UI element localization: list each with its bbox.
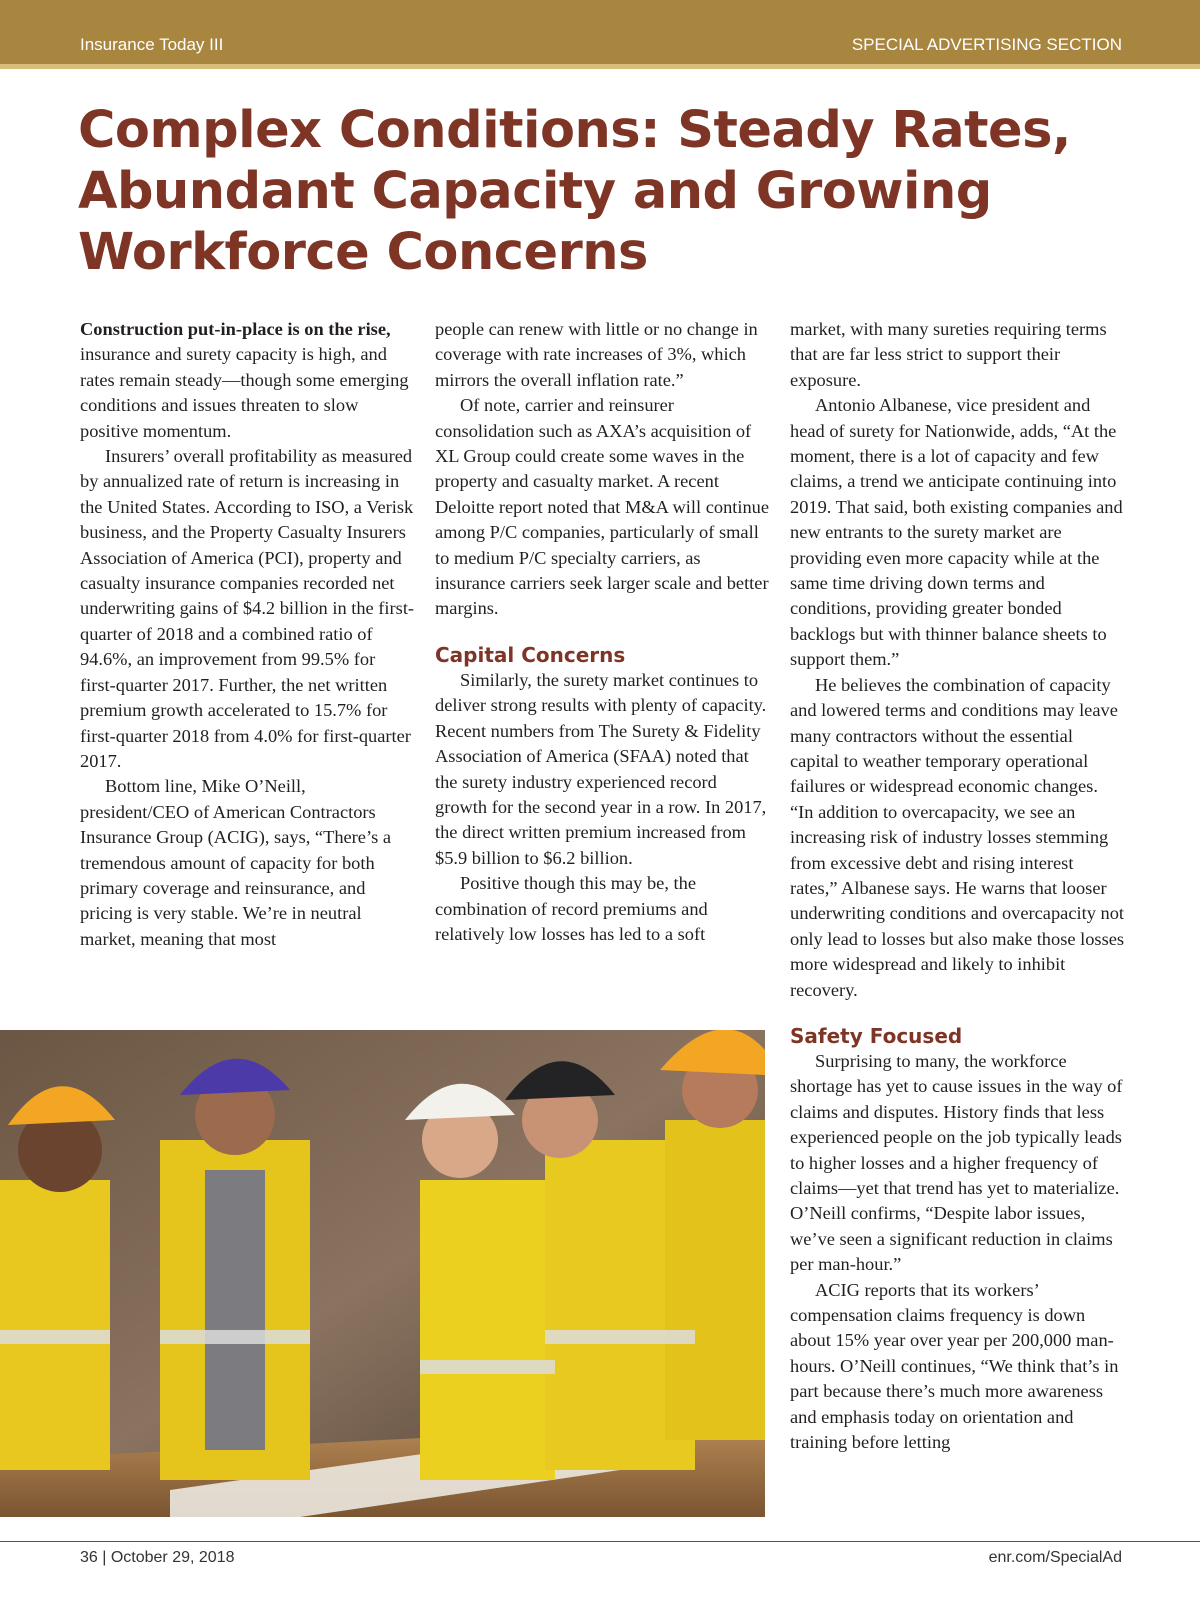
lead-in: Construction put-in-place is on the rise, bbox=[80, 319, 391, 339]
paragraph: Similarly, the surety market continues to deliver strong results with plenty of capacity. Recent numbers from The Surety & Fidelity Association of America (SFAA) noted that the surety industry experienced record growth for the second year in a row. In 2017, the direct written premium increased from $5.9 billion to $6.2 billion. bbox=[435, 669, 767, 868]
article-column-3 bbox=[790, 317, 1125, 1455]
safety-vest bbox=[665, 1120, 765, 1440]
paragraph: Insurers’ overall profitability as measured by annualized rate of return is increasing in the United States. According to ISO, a Verisk business, and the Property Casualty Insurers Association of America (PCI), property and casualty insurance companies recorded net underwriting gains of $4.2 billion in the first-quarter of 2018 and a combined ratio of 94.6%, an improvement from 99.5% for first-quarter 2017. Further, the net written premium growth accelerated to 15.7% for first-quarter 2018 from 4.0% for first-quarter 2017. bbox=[80, 446, 415, 771]
paragraph: people can renew with little or no change in coverage with rate increases of 3%, which mirrors the overall inflation rate.” bbox=[435, 319, 758, 390]
safety-vest bbox=[420, 1180, 555, 1480]
reflective-strip bbox=[420, 1360, 555, 1374]
paragraph: market, with many sureties requiring terms that are far less strict to support their exposure. bbox=[790, 319, 1107, 390]
paragraph: Bottom line, Mike O’Neill, president/CEO of American Contractors Insurance Group (ACIG), says, “There’s a tremendous amount of capacity for both primary coverage and reinsurance, and pricing is very stable. We’re in neutral market, meaning that most bbox=[80, 776, 391, 949]
reflective-strip bbox=[160, 1330, 310, 1344]
safety-vest bbox=[0, 1180, 110, 1470]
paragraph: ACIG reports that its workers’ compensation claims frequency is down about 15% year over year per 200,000 man-hours. O’Neill continues, “We think that’s in part because there’s much more awareness and emphasis today on orientation and training before letting bbox=[790, 1279, 1119, 1453]
paragraph: He believes the combination of capacity and lowered terms and conditions may leave many contractors without the essential capital to weather temporary operational failures or widespread economic changes. “In addition to overcapacity, we see an increasing risk of industry losses stemming from excessive debt and rising interest rates,” Albanese says. He warns that looser underwriting conditions and overcapacity not only lead to losses but also make those losses more widespread and likely to inhibit recovery. bbox=[790, 674, 1125, 1000]
section-label: SPECIAL ADVERTISING SECTION bbox=[851, 35, 1122, 54]
header-rule bbox=[0, 64, 1200, 69]
paragraph: Of note, carrier and reinsurer consolidation such as AXA’s acquisition of XL Group could create some waves in the property and casualty market. A recent Deloitte report noted that M&A will continue among P/C companies, particularly of small to medium P/C specialty carriers, as insurance carriers seek larger scale and better margins. bbox=[435, 395, 770, 619]
paragraph: Antonio Albanese, vice president and head of surety for Nationwide, adds, “At the moment, there is a lot of capacity and few claims, a trend we anticipate continuing into 2019. That said, both existing companies and new entrants to the surety market are providing even more capacity while at the same time driving down terms and conditions, providing greater bonded backlogs but with thinner balance sheets to support them.” bbox=[790, 395, 1123, 670]
title-line-2: Abundant Capacity and Growing bbox=[78, 162, 992, 221]
paragraph: Positive though this may be, the combination of record premiums and relatively low losses has led to a soft bbox=[435, 873, 708, 944]
reflective-strip bbox=[545, 1330, 695, 1344]
footer-url[interactable]: enr.com/SpecialAd bbox=[988, 1549, 1122, 1566]
publication-name: Insurance Today III bbox=[80, 35, 224, 54]
article-column-1 bbox=[80, 317, 415, 952]
photo-illustration bbox=[0, 1030, 765, 1517]
article-title bbox=[78, 100, 1138, 283]
subhead-safety-focused: Safety Focused bbox=[790, 1023, 963, 1048]
shirt bbox=[205, 1170, 265, 1450]
footer-rule bbox=[0, 1541, 1200, 1542]
reflective-strip bbox=[0, 1330, 110, 1344]
title-line-1: Complex Conditions: Steady Rates, bbox=[78, 101, 1071, 160]
construction-workers-photo bbox=[0, 1030, 765, 1517]
paragraph bbox=[80, 317, 415, 444]
subhead-capital-concerns: Capital Concerns bbox=[435, 642, 626, 667]
paragraph-text: insurance and surety capacity is high, and rates remain steady—though some emerging conditions and issues threaten to slow positive momentum. bbox=[80, 344, 409, 441]
page-number-date: 36 | October 29, 2018 bbox=[80, 1549, 235, 1566]
title-line-3: Workforce Concerns bbox=[78, 223, 648, 282]
paragraph: Surprising to many, the workforce shortage has yet to cause issues in the way of claims and disputes. History finds that less experienced people on the job typically leads to higher losses and a higher frequency of claims—yet that trend has yet to materialize. O’Neill confirms, “Despite labor issues, we’ve seen a significant reduction in claims per man-hour.” bbox=[790, 1050, 1123, 1275]
article-column-2 bbox=[435, 317, 770, 947]
